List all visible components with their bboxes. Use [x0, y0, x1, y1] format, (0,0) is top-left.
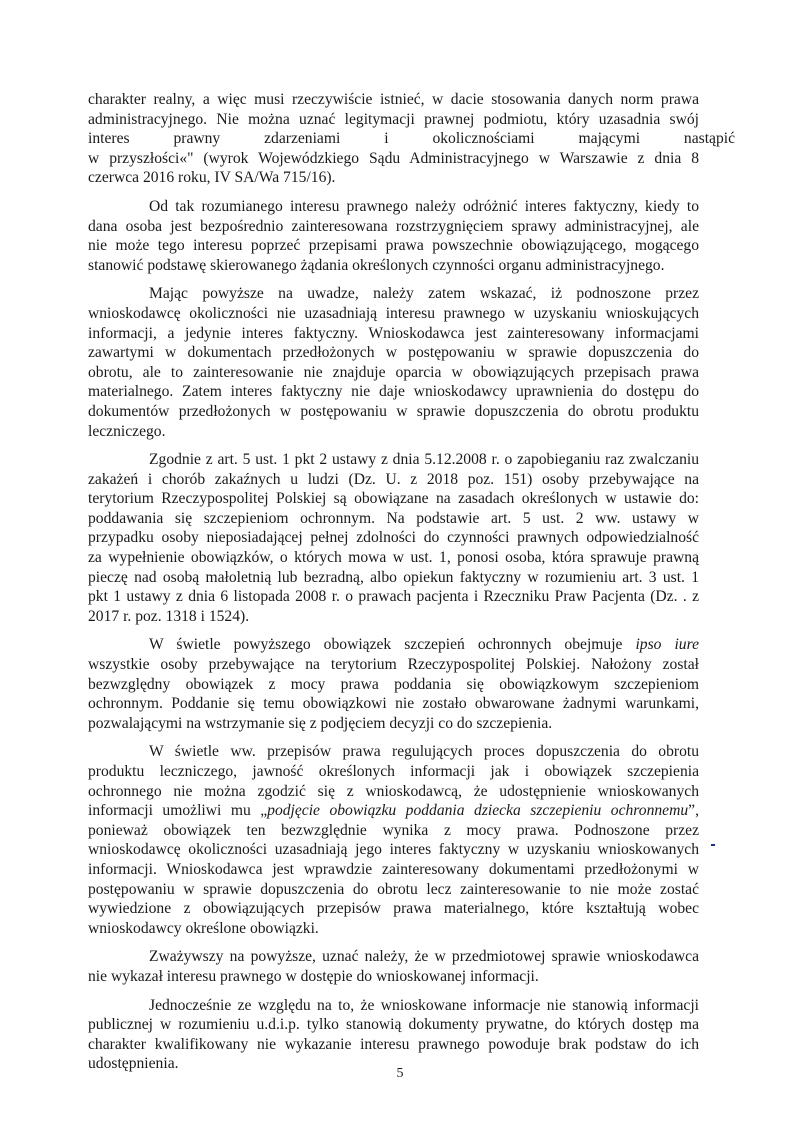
- scan-artifact-mark: [711, 844, 715, 846]
- text-line: czerwca 2016 roku, IV SA/Wa 715/16).: [88, 169, 336, 187]
- text-line: zawartymi w dokumentach przedłożonych w postępowaniu w sprawie dopuszczenia do: [88, 344, 699, 362]
- text-line: Zgodnie z art. 5 ust. 1 pkt 2 ustawy z dnia 5.12.2008 r. o zapobieganiu raz zwalczaniu: [149, 451, 699, 469]
- text-line: wnioskodawcę okoliczności uzasadniają jego interes faktyczny w uzyskaniu wnioskowanych: [88, 841, 699, 859]
- text-line: ochronnego nie można zgodzić się z wnioskodawcą, że udostępnienie wnioskowanych: [88, 782, 699, 800]
- page-number: 5: [396, 1066, 404, 1081]
- paragraph-6: [88, 742, 699, 938]
- paragraph-4: [88, 450, 699, 626]
- text-line: bezwzględny obowiązek z mocy prawa poddania się obowiązkowym szczepieniom: [88, 675, 699, 693]
- text-line: pozwalającymi na wstrzymanie się z podjęciem decyzji co do szczepienia.: [88, 714, 553, 732]
- text-line: wnioskodawcę okoliczności nie uzasadniają interesu prawnego w uzyskaniu wnioskujących: [88, 304, 699, 322]
- text-line: w przyszłości«" (wyrok Wojewódzkiego Sądu Administracyjnego w Warszawie z dnia 8: [88, 149, 699, 167]
- text-line: pkt 1 ustawy z dnia 6 listopada 2008 r. o prawach pacjenta i Rzeczniku Praw Pacjenta (Dz. . z: [88, 588, 699, 606]
- text-line: wnioskodawcy określone obowiązki.: [88, 919, 319, 937]
- text-line: pieczę nad osobą małoletnią lub bezradną, albo opiekun faktyczny w rozumieniu art. 3 ust. 1: [88, 568, 699, 586]
- text-line: charakter kwalifikowany nie wykazanie interesu prawnego powoduje brak podstaw do ich: [88, 1035, 699, 1053]
- text-segment: informacji umożliwi mu „: [88, 802, 268, 820]
- text-line: postępowaniu w sprawie dopuszczenia do obrotu lecz zainteresowanie to nie może zostać: [88, 880, 699, 898]
- text-line: terytorium Rzeczypospolitej Polskiej są obowiązane na zasadach określonych w ustawie do:: [88, 490, 699, 508]
- text-line: za wypełnienie obowiązków, o których mowa w ust. 1, ponosi osoba, która sprawuje prawną: [88, 549, 699, 567]
- text-line: produktu leczniczego, jawność określonych informacji jak i obowiązek szczepienia: [88, 763, 699, 780]
- text-line: W świetle ww. przepisów prawa regulujących proces dopuszczenia do obrotu: [149, 743, 699, 761]
- text-segment: W świetle powyższego obowiązek szczepień ochronnych obejmuje: [149, 636, 636, 654]
- text-line: udostępnienia.: [88, 1055, 179, 1073]
- text-line: administracyjnego. Nie można uznać legitymacji prawnej podmiotu, który uzasadnia swój: [88, 110, 699, 128]
- text-line: leczniczego.: [88, 422, 166, 440]
- text-line: poddawania się szczepieniom ochronnym. Na podstawie art. 5 ust. 2 ww. ustawy w: [88, 509, 699, 527]
- text-line: Od tak rozumianego interesu prawnego należy odróżnić interes faktyczny, kiedy to: [149, 197, 699, 215]
- text-segment: ”,: [688, 802, 699, 820]
- text-line: ochronnym. Poddanie się temu obowiązkowi nie zostało obwarowane żadnymi warunkami,: [88, 695, 699, 713]
- text-line: Jednocześnie ze względu na to, że wnioskowane informacje nie stanowią informacji: [149, 996, 699, 1014]
- paragraph-3: [88, 284, 699, 441]
- text-line: [88, 801, 699, 821]
- italic-phrase: ipso iure: [635, 636, 700, 654]
- paragraph-7: [88, 947, 699, 986]
- text-line: dokumentów przedłożonych w postępowaniu w sprawie dopuszczenia do obrotu produktu: [88, 402, 699, 420]
- text-line: stanowić podstawę skierowanego żądania określonych czynności organu administracyjnego.: [88, 256, 665, 274]
- text-line: 2017 r. poz. 1318 i 1524).: [88, 607, 250, 625]
- text-line: charakter realny, a więc musi rzeczywiście istnieć, w dacie stosowania danych norm prawa: [88, 91, 699, 108]
- text-line: wszystkie osoby przebywające na terytorium Rzeczypospolitej Polskiej. Nałożony został: [88, 656, 699, 674]
- text-line: materialnego. Zatem interes faktyczny nie daje wnioskodawcy uprawnienia do dostępu do: [88, 383, 699, 401]
- text-line: Mając powyższe na uwadze, należy zatem wskazać, iż podnoszone przez: [149, 285, 699, 303]
- text-line: interes prawny zdarzeniami i okolicznościami mającymi nastąpić: [88, 130, 736, 148]
- text-line: wywiedzione z obowiązujących przepisów prawa materialnego, które kształtują wobec: [88, 900, 699, 918]
- text-line: dana osoba jest bezpośrednio zainteresowana rozstrzygnięciem sprawy administracyjnej, ale: [88, 217, 699, 235]
- paragraph-8: [88, 996, 699, 1074]
- text-line: [88, 635, 699, 655]
- text-line: ponieważ obowiązek ten bezwzględnie wynika z mocy prawa. Podnoszone przez: [88, 821, 699, 839]
- text-line: przypadku osoby nieposiadającej pełnej zdolności do czynności prawnych odpowiedzialność: [88, 529, 699, 547]
- italic-quote: podjęcie obowiązku poddania dziecka szczepieniu ochronnemu: [267, 802, 689, 820]
- text-line: obrotu, ale to zainteresowanie nie znajduje oparcia w obowiązujących przepisach prawa: [88, 363, 699, 381]
- paragraph-2: [88, 197, 699, 275]
- text-line: informacji, a jedynie interes faktyczny. Wnioskodawca jest zainteresowany informacjami: [88, 324, 699, 342]
- text-line: informacji. Wnioskodawca jest wprawdzie zainteresowany dokumentami przedłożonymi w: [88, 860, 699, 878]
- text-line: Zważywszy na powyższe, uznać należy, że w przedmiotowej sprawie wnioskodawca: [149, 948, 699, 966]
- text-line: nie wykazał interesu prawnego w dostępie do wnioskowanej informacji.: [88, 967, 539, 985]
- text-line: publicznej w rozumieniu u.d.i.p. tylko stanowią dokumenty prywatne, do których dostęp ma: [88, 1016, 699, 1034]
- document-page: [88, 90, 736, 1083]
- paragraph-5: [88, 635, 699, 733]
- paragraph-1: [88, 90, 736, 188]
- text-line: zakażeń i chorób zakaźnych u ludzi (Dz. U. z 2018 poz. 151) osoby przebywające na: [88, 470, 699, 488]
- text-line: nie może tego interesu poprzeć przepisami prawa powszechnie obowiązującego, mogącego: [88, 237, 699, 255]
